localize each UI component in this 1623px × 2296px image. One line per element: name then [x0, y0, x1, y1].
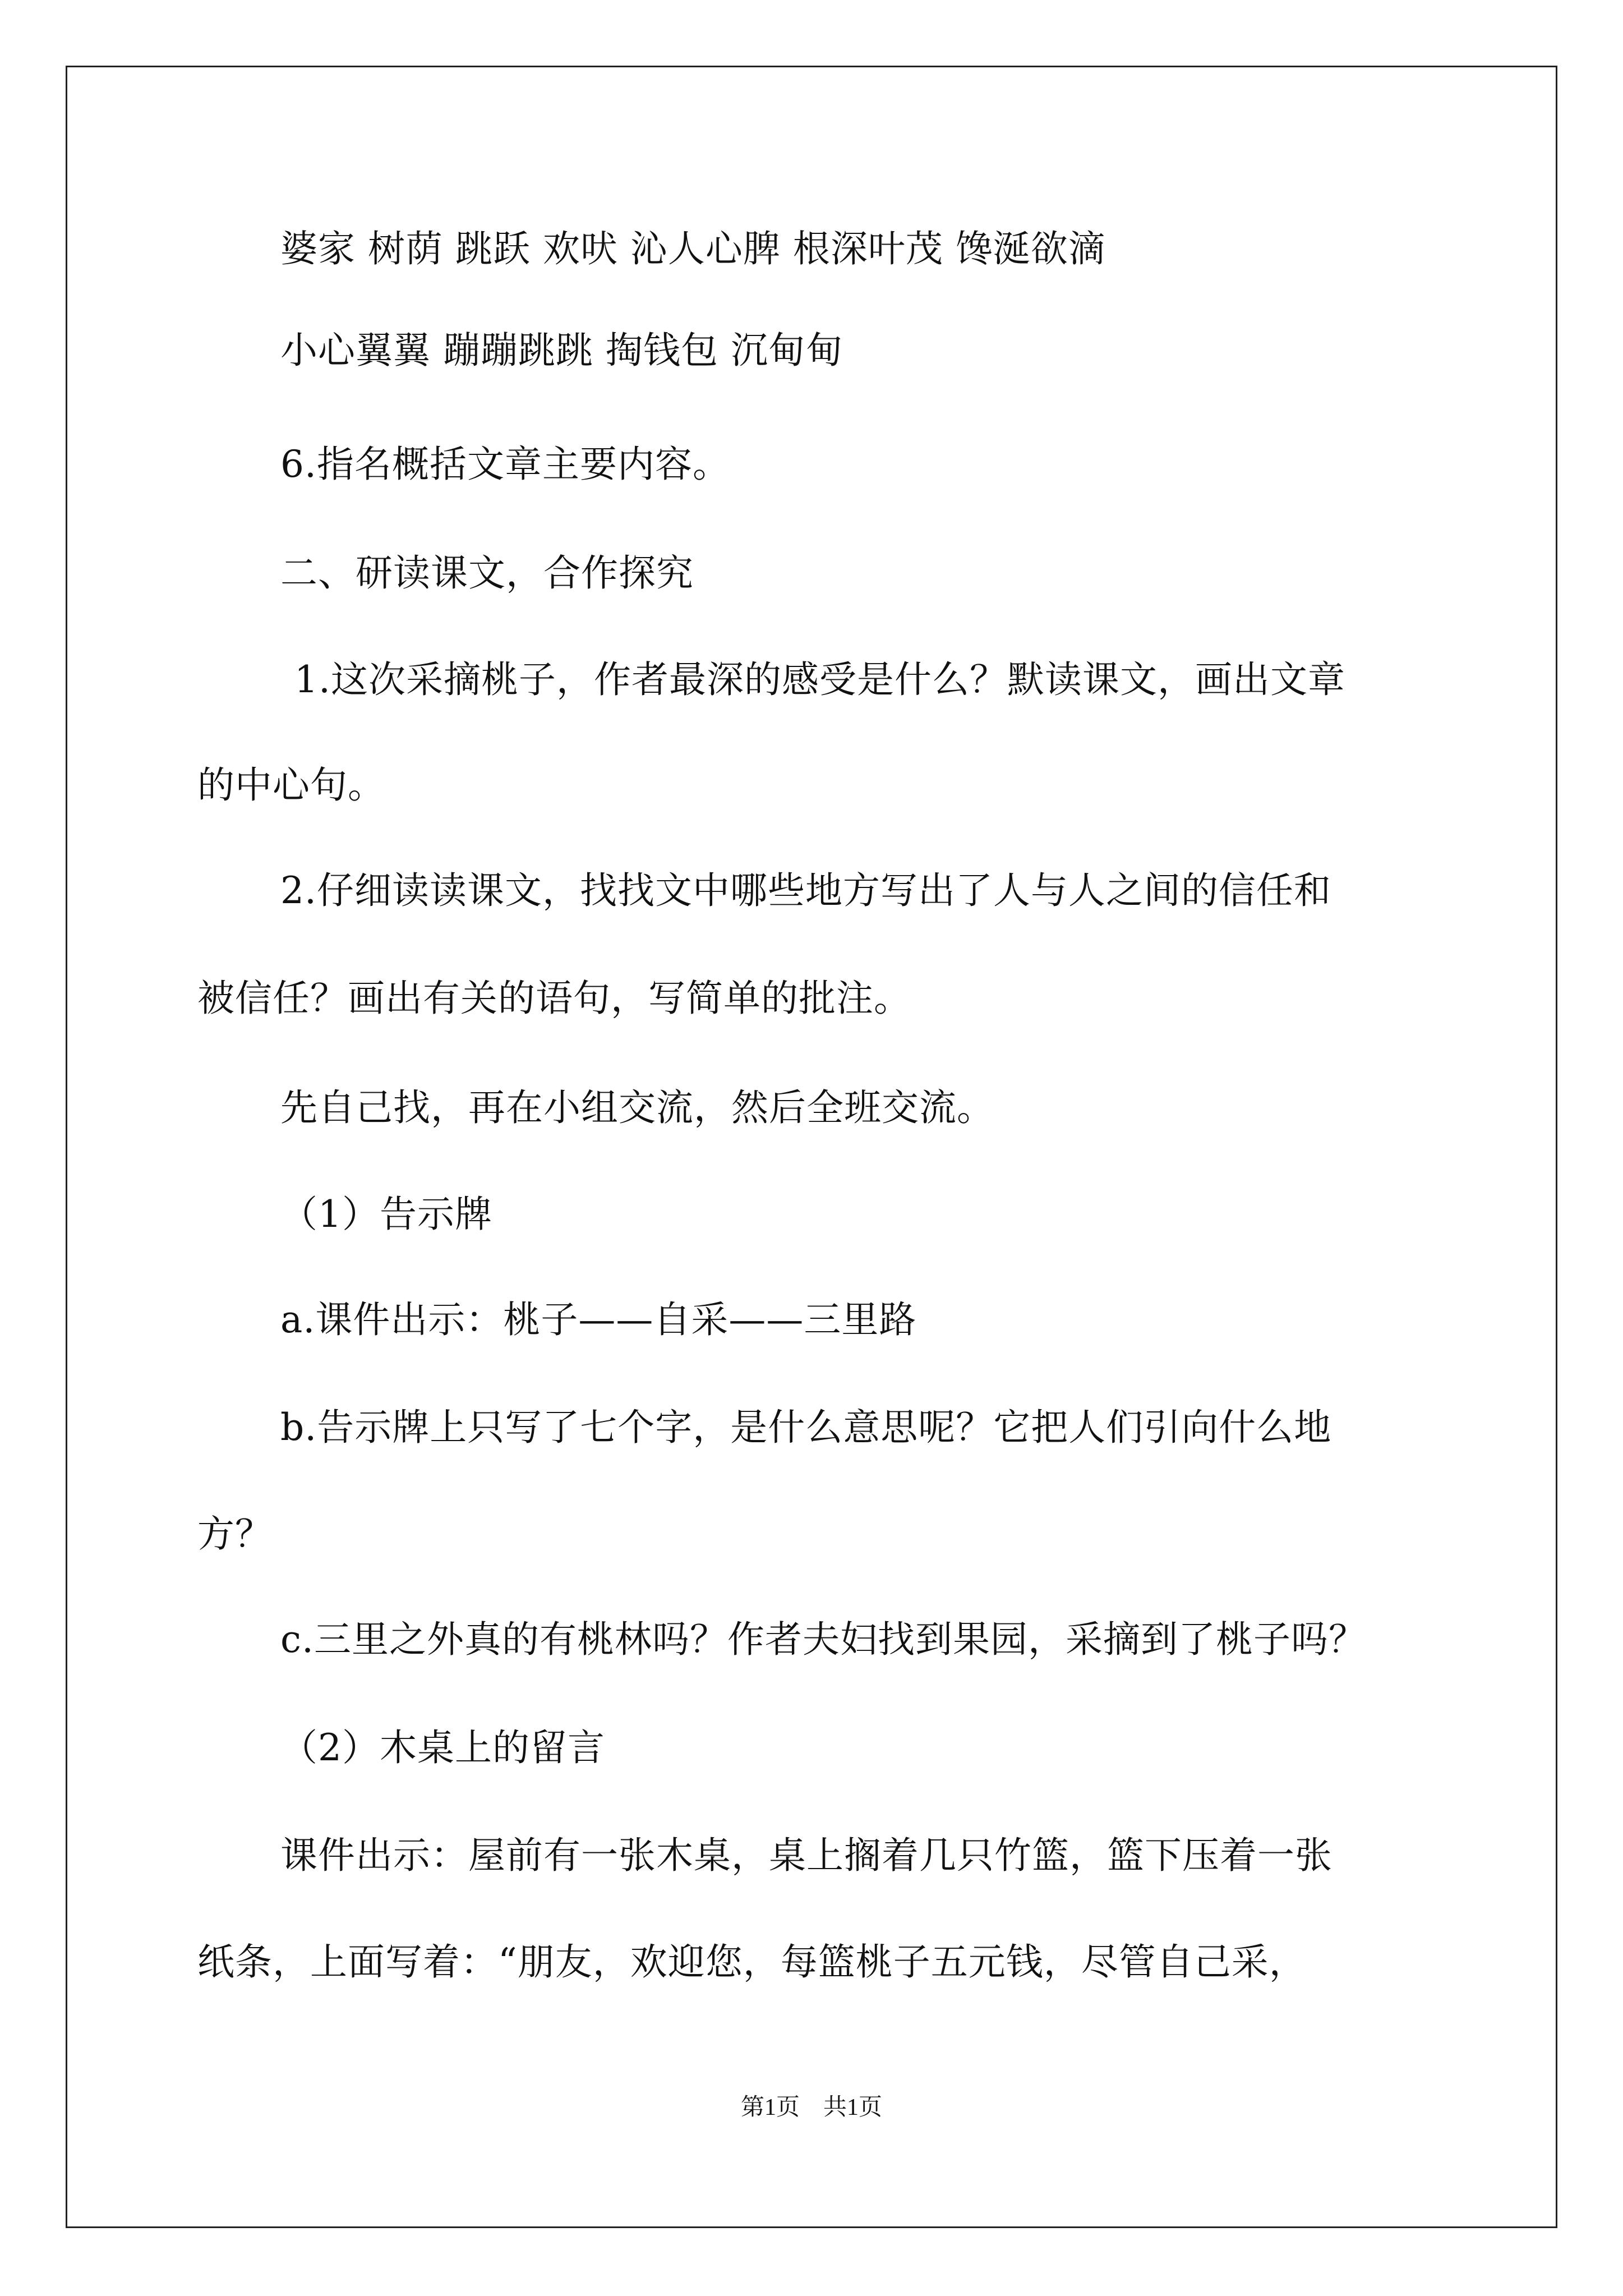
text-line-1: 婆家 树荫 跳跃 欢吠 沁人心脾 根深叶茂 馋涎欲滴 — [280, 227, 1106, 270]
text-line-2: 小心翼翼 蹦蹦跳跳 掏钱包 沉甸甸 — [280, 329, 843, 372]
text-line-3: 6.指名概括文章主要内容。 — [280, 443, 730, 486]
text-line-16: 课件出示：屋前有一张木桌，桌上搁着几只竹篮，篮下压着一张 — [280, 1834, 1332, 1877]
text-line-5: 1.这次采摘桃子，作者最深的感受是什么？默读课文，画出文章 — [294, 658, 1345, 701]
text-line-13: 方？ — [197, 1512, 273, 1556]
section-heading: 二、研读课文，合作探究 — [280, 551, 694, 595]
text-line-7: 2.仔细读读课文，找找文中哪些地方写出了人与人之间的信任和 — [280, 869, 1331, 912]
text-line-14: c.三里之外真的有桃林吗？作者夫妇找到果园，采摘到了桃子吗？ — [280, 1618, 1366, 1661]
text-line-8: 被信任？画出有关的语句，写简单的批注。 — [197, 977, 911, 1020]
text-line-11: a.课件出示：桃子——自采——三里路 — [280, 1298, 917, 1341]
page-border — [66, 66, 1557, 2228]
page-footer: 第1页 共1页 — [740, 2095, 882, 2120]
subheading-1: （1）告示牌 — [280, 1193, 492, 1236]
text-line-6: 的中心句。 — [197, 763, 385, 807]
text-line-17: 纸条，上面写着：“朋友，欢迎您，每篮桃子五元钱，尽管自己采， — [197, 1940, 1307, 1984]
text-line-9: 先自己找，再在小组交流，然后全班交流。 — [280, 1086, 994, 1129]
subheading-2: （2）木桌上的留言 — [280, 1726, 605, 1769]
text-line-12: b.告示牌上只写了七个字，是什么意思呢？它把人们引向什么地 — [280, 1406, 1332, 1449]
